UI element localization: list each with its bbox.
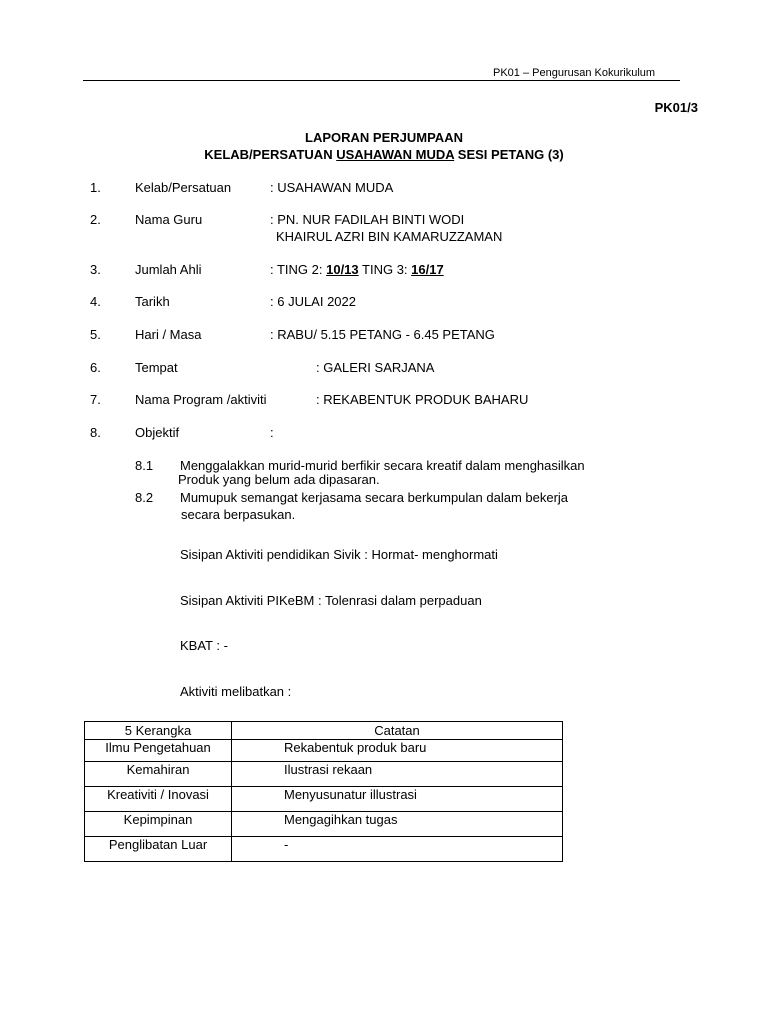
table-cell: Menyusunatur illustrasi [232, 787, 563, 812]
table-cell: Penglibatan Luar [85, 837, 232, 862]
objective-text-line2: Produk yang belum ada dipasaran. [178, 472, 380, 487]
table-row [85, 762, 563, 787]
item-label: Nama Program /aktiviti [135, 392, 267, 407]
item-label: Jumlah Ahli [135, 262, 202, 277]
item-number: 2. [90, 212, 101, 227]
item-number: 1. [90, 180, 101, 195]
item-value: : GALERI SARJANA [316, 360, 435, 375]
table-row [85, 787, 563, 812]
bullet-text: Aktiviti melibatkan : [180, 684, 292, 699]
table-cell: Ilmu Pengetahuan [85, 740, 232, 762]
report-title: LAPORAN PERJUMPAAN [305, 130, 463, 145]
club-name-underlined: USAHAWAN MUDA [336, 147, 455, 162]
item-label: Kelab/Persatuan [135, 180, 232, 195]
header-rule [83, 80, 680, 81]
objective-text: Mumupuk semangat kerjasama secara berkumpulan dalam bekerja [180, 490, 569, 505]
table-cell: Kepimpinan [85, 812, 232, 837]
table-cell: Ilustrasi rekaan [232, 762, 563, 787]
table-cell: - [232, 837, 563, 862]
table-header-cell: 5 Kerangka [85, 722, 232, 740]
item-number: 8. [90, 425, 101, 440]
document-code: PK01/3 [654, 100, 698, 115]
objective-number: 8.2 [135, 490, 154, 505]
item-label: Objektif [135, 425, 180, 440]
table-row [85, 740, 563, 762]
item-value: : TING 2: 10/13 TING 3: 16/17 [270, 262, 444, 277]
item-number: 5. [90, 327, 101, 342]
item-number: 6. [90, 360, 101, 375]
bullet-text: KBAT : - [180, 638, 228, 653]
table-row [85, 812, 563, 837]
framework-table [84, 721, 563, 862]
table-cell: Mengagihkan tugas [232, 812, 563, 837]
item-number: 4. [90, 294, 101, 309]
item-label: Tempat [135, 360, 178, 375]
item-value: : 6 JULAI 2022 [270, 294, 356, 309]
objective-text-line2: secara berpasukan. [181, 507, 296, 522]
table-header-cell: Catatan [232, 722, 563, 740]
bullet-text: Sisipan Aktiviti PIKeBM : Tolenrasi dalam perpaduan [180, 593, 482, 608]
item-label: Hari / Masa [135, 327, 202, 342]
item-number: 7. [90, 392, 101, 407]
running-header: PK01 – Pengurusan Kokurikulum [493, 67, 656, 79]
table-cell: Kemahiran [85, 762, 232, 787]
bullet-text: Sisipan Aktiviti pendidikan Sivik : Hormat- menghormati [180, 547, 498, 562]
member-count-ting3: 16/17 [411, 262, 444, 277]
table-cell: Rekabentuk produk baru [232, 740, 563, 762]
item-value: : RABU/ 5.15 PETANG - 6.45 PETANG [270, 327, 495, 342]
item-value: : USAHAWAN MUDA [270, 180, 394, 195]
item-number: 3. [90, 262, 101, 277]
table-header-row [85, 722, 563, 740]
member-count-ting2: 10/13 [326, 262, 359, 277]
item-value: : REKABENTUK PRODUK BAHARU [316, 392, 529, 407]
item-value: : [270, 425, 274, 440]
item-value-line2: KHAIRUL AZRI BIN KAMARUZZAMAN [276, 229, 503, 244]
item-value: : PN. NUR FADILAH BINTI WODI [270, 212, 465, 227]
report-subtitle: KELAB/PERSATUAN USAHAWAN MUDA SESI PETANG (3) [204, 147, 564, 162]
item-label: Tarikh [135, 294, 170, 309]
table-cell: Kreativiti / Inovasi [85, 787, 232, 812]
objective-text: Menggalakkan murid-murid berfikir secara kreatif dalam menghasilkan [180, 458, 585, 473]
item-label: Nama Guru [135, 212, 203, 227]
table-row [85, 837, 563, 862]
objective-number: 8.1 [135, 458, 154, 473]
